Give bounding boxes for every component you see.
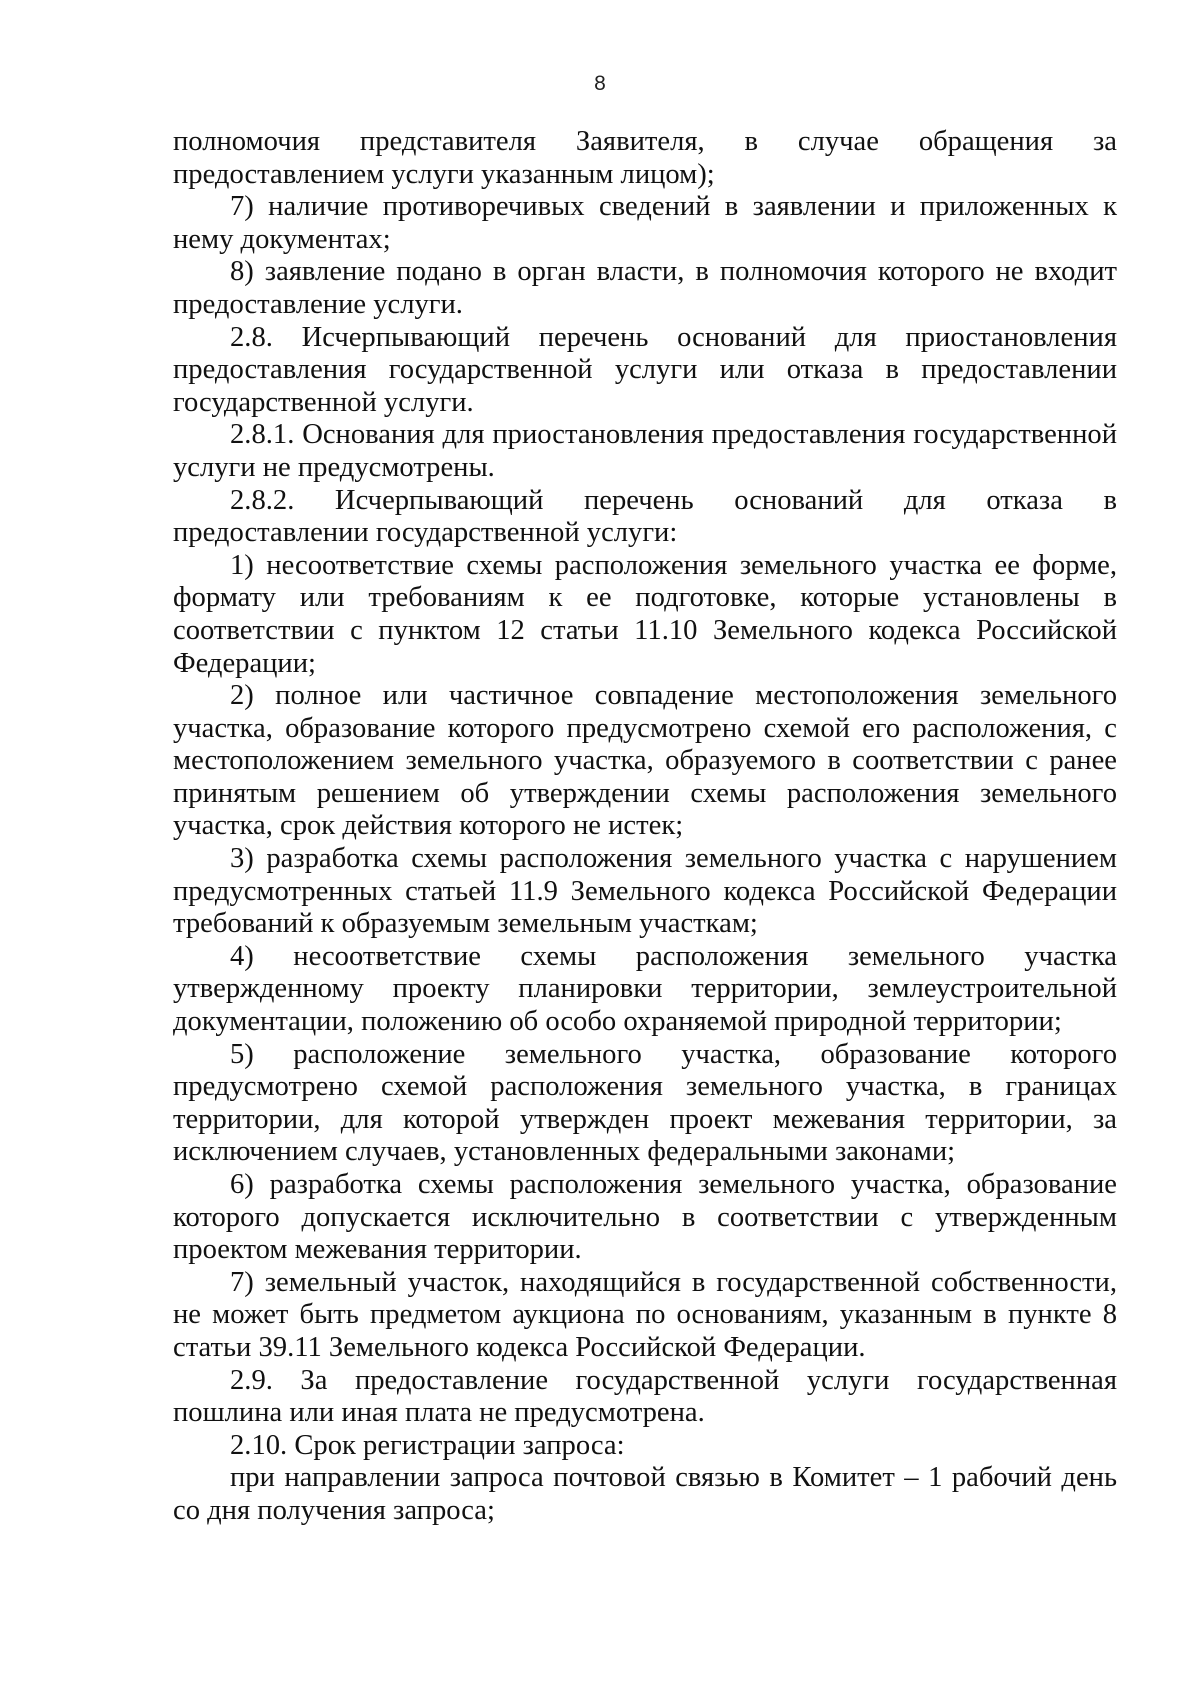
paragraph-section-2-10: 2.10. Срок регистрации запроса:	[230, 1429, 625, 1461]
paragraph-refusal-2: 2) полное или частичное совпадение местоположения земельного участка, образование которого предусмотрено схемой его расположения, с местоположением земельного участка, образуемого в соответствии с ранее принятым решением об утверждении схемы расположения земельного участка, срок действия которого не истек;	[173, 680, 1117, 842]
paragraph-refusal-4: 4) несоответствие схемы расположения земельного участка утвержденному проекту планировки территории, землеустроительной документации, положению об особо охраняемой природной территории;	[173, 940, 1117, 1038]
paragraph-registration-term: при направлении запроса почтовой связью в Комитет – 1 рабочий день со дня получения запроса;	[173, 1462, 1117, 1526]
paragraph-item-7: 7) наличие противоречивых сведений в заявлении и приложенных к нему документах;	[173, 191, 1117, 255]
paragraph-refusal-5: 5) расположение земельного участка, образование которого предусмотрено схемой расположения земельного участка, в границах территории, для которой утвержден проект межевания территории, за исключением случаев, установленных федеральными законами;	[173, 1038, 1117, 1168]
paragraph-refusal-7: 7) земельный участок, находящийся в государственной собственности, не может быть предметом аукциона по основаниям, указанным в пункте 8 статьи 39.11 Земельного кодекса Российской Федерации.	[173, 1266, 1117, 1363]
document-body	[173, 126, 1117, 1528]
paragraph-continuation: полномочия представителя Заявителя, в случае обращения за предоставлением услуги указанным лицом);	[173, 126, 1117, 190]
paragraph-section-2-8: 2.8. Исчерпывающий перечень оснований для приостановления предоставления государственной услуги или отказа в предоставлении государственной услуги.	[173, 321, 1117, 418]
paragraph-section-2-9: 2.9. За предоставление государственной услуги государственная пошлина или иная плата не предусмотрена.	[173, 1364, 1117, 1429]
paragraph-section-2-8-2: 2.8.2. Исчерпывающий перечень оснований для отказа в предоставлении государственной услуги:	[173, 484, 1117, 549]
paragraph-refusal-1: 1) несоответствие схемы расположения земельного участка ее форме, формату или требованиям к ее подготовке, которые установлены в соответствии с пунктом 12 статьи 11.10 Земельного кодекса Российской Федерации;	[173, 549, 1117, 679]
paragraph-refusal-3: 3) разработка схемы расположения земельного участка с нарушением предусмотренных статьей 11.9 Земельного кодекса Российской Федерации требований к образуемым земельным участкам;	[173, 843, 1117, 940]
page-number: 8	[594, 72, 606, 95]
paragraph-item-8: 8) заявление подано в орган власти, в полномочия которого не входит предоставление услуги.	[173, 256, 1117, 320]
paragraph-refusal-6: 6) разработка схемы расположения земельного участка, образование которого допускается исключительно в соответствии с утвержденным проектом межевания территории.	[173, 1169, 1117, 1266]
paragraph-section-2-8-1: 2.8.1. Основания для приостановления предоставления государственной услуги не предусмотрены.	[173, 419, 1117, 483]
